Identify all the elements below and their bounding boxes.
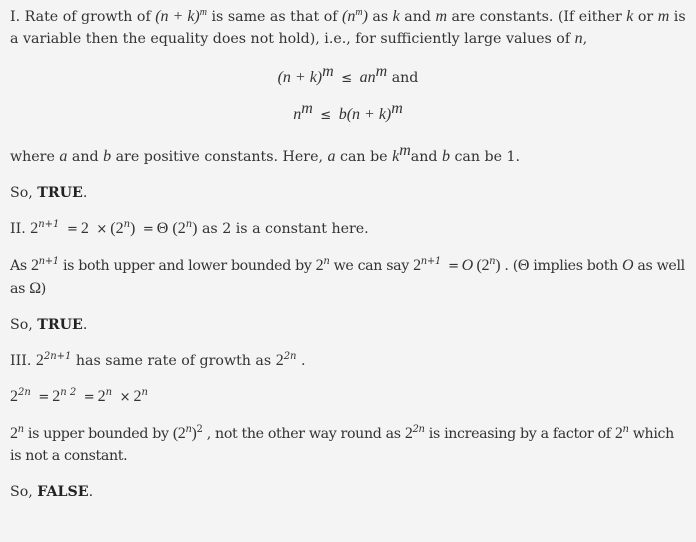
math-var: m bbox=[657, 8, 670, 25]
section-1-where: where a and b are positive constants. Here, a can be $k^mand$ b can be 1. bbox=[10, 142, 521, 165]
text: , bbox=[582, 31, 588, 47]
text: is a variable then the equality does not hold), i.e., for sufficiently large values of bbox=[10, 9, 686, 47]
math-var: k bbox=[626, 8, 634, 25]
section-3-identity: $2^{2n} = 2^{n 2} = 2^n \times 2^n$ bbox=[10, 387, 148, 405]
display-equation-1: $(n + k)^m \le an^m$ and bbox=[277, 63, 419, 86]
verdict-true: TRUE bbox=[37, 317, 83, 333]
text: and bbox=[399, 9, 436, 25]
math-expr: $(n^m)$ bbox=[342, 7, 368, 25]
section-2-conclusion: So, TRUE. bbox=[10, 317, 88, 333]
section-3-explanation: 2$^n$ is upper bounded by $(2^n)^2$ , not the other way round as $2^{2n}$ is increasing by a factor of 2$^n$ which is not a constant. bbox=[10, 424, 674, 464]
text: I. Rate of growth of bbox=[10, 9, 156, 25]
section-2-statement: II. $2^{n+1} = 2 \times (2^n) = \Theta$ (2$^n$) as 2 is a constant here. bbox=[10, 219, 369, 237]
verdict-true: TRUE bbox=[37, 185, 83, 201]
math-var: k bbox=[392, 8, 400, 25]
display-equation-2: $n^m \le b(n + k)^m$ bbox=[293, 100, 403, 123]
text: or bbox=[633, 9, 658, 25]
section-3-conclusion: So, FALSE. bbox=[10, 484, 94, 500]
math-expr: $(n + k)^m$ bbox=[155, 7, 207, 25]
verdict-false: FALSE bbox=[37, 484, 89, 500]
text: are constants. (If either bbox=[447, 9, 627, 25]
section-1-intro bbox=[10, 6, 686, 50]
text: as bbox=[367, 9, 393, 25]
section-1-conclusion: So, TRUE. bbox=[10, 185, 88, 201]
section-2-explanation: As $2^{n+1}$ is both upper and lower bounded by 2$^n$ we can say $2^{n+1} = O$ (2$^n$) . (Θ implies both O as well as Ω) bbox=[10, 256, 685, 297]
text: is same as that of bbox=[207, 9, 342, 25]
section-3-statement: III. $2^{2n+1}$ has same rate of growth as $2^{2n}$ . bbox=[10, 351, 306, 369]
math-var: m bbox=[435, 8, 448, 25]
math-var: n bbox=[574, 30, 583, 47]
